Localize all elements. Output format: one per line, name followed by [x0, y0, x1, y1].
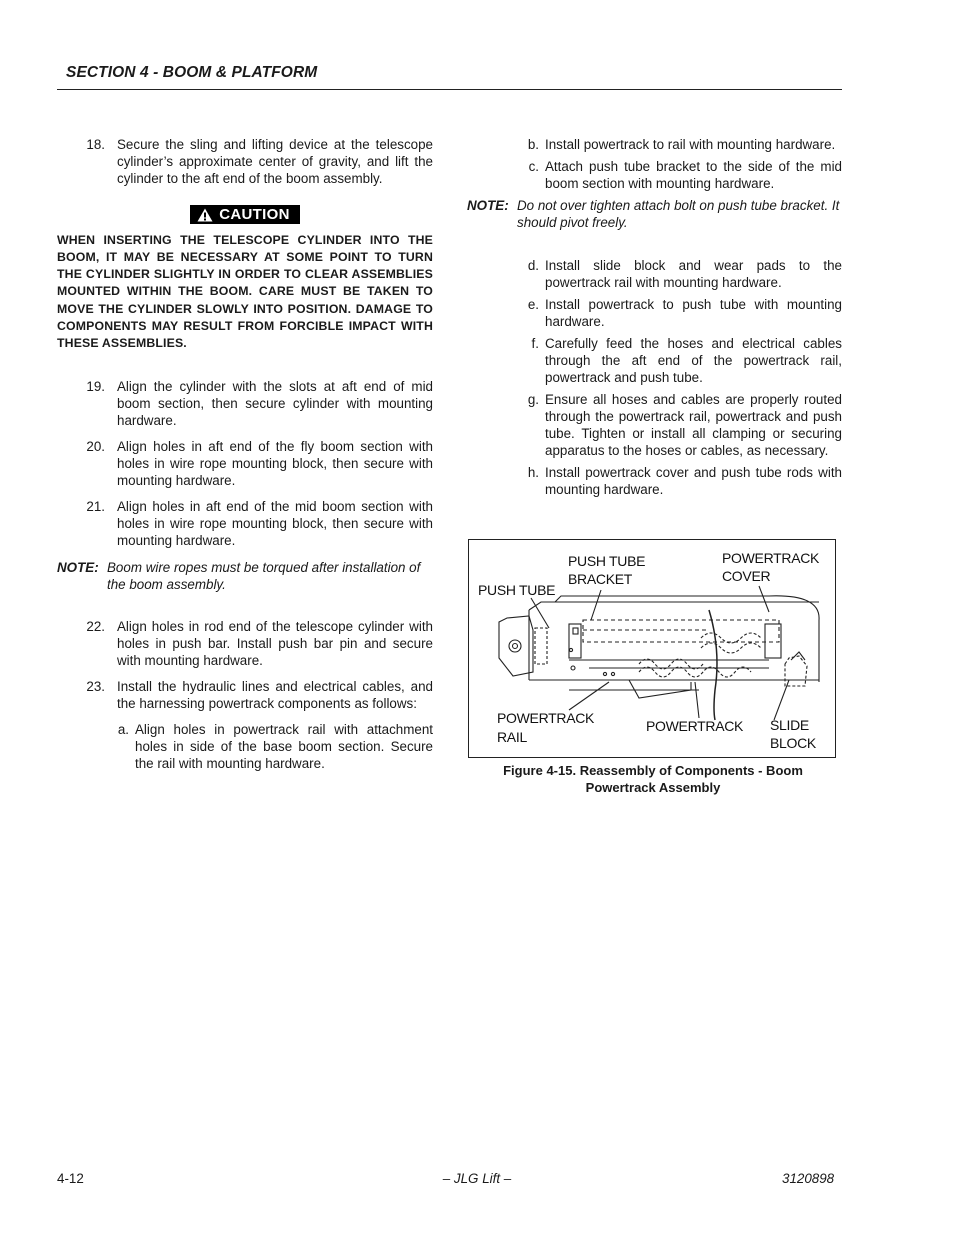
step-text: Install the hydraulic lines and electrical cables, and the harnessing powertrack components as follows:: [117, 678, 433, 711]
note-label: NOTE:: [57, 559, 99, 575]
figure-caption-line2: Powertrack Assembly: [585, 780, 721, 795]
section-title: SECTION 4 - BOOM & PLATFORM: [66, 64, 318, 81]
label-powertrack: POWERTRACK: [646, 718, 744, 734]
substep-g: [467, 391, 842, 459]
substep-text: Ensure all hoses and cables are properly routed through the powertrack rail, powertrack and push tube. Tighten or install all clamping or securing apparatus to the hoses or cables, as necessary.: [545, 392, 842, 458]
figure-caption: [468, 762, 838, 796]
header-rule: [57, 89, 842, 90]
label-push-tube-bracket-line1: PUSH TUBE: [568, 553, 646, 569]
document-number: 3120898: [782, 1171, 835, 1186]
label-powertrack-rail-line2: RAIL: [497, 729, 527, 745]
step-20: [57, 438, 433, 489]
substep-text: Carefully feed the hoses and electrical cables through the aft end of the powertrack rail, powertrack and push tube.: [545, 336, 842, 385]
substep-label: e.: [527, 297, 539, 312]
label-powertrack-rail-line1: POWERTRACK: [497, 710, 595, 726]
step-text: Align the cylinder with the slots at aft end of mid boom section, then secure cylinder with mounting hardware.: [117, 378, 433, 428]
note-bolt: [467, 197, 842, 231]
step-text: Align holes in aft end of the fly boom section with holes in wire rope mounting block, then secure with mounting hardware.: [117, 438, 433, 488]
step-text: Align holes in rod end of the telescope cylinder with holes in push bar. Install push bar pin and secure with mounting hardware.: [117, 618, 433, 668]
substep-label: g.: [527, 392, 539, 407]
substep-text: Attach push tube bracket to the side of the mid boom section with mounting hardware.: [545, 159, 842, 191]
label-push-tube-bracket-line2: BRACKET: [568, 571, 633, 587]
substep-b: [467, 136, 842, 153]
step-text: Align holes in aft end of the mid boom section with holes in wire rope mounting block, then secure with mounting hardware.: [117, 498, 433, 548]
step-19: [57, 378, 433, 429]
label-slide-block-line1: SLIDE: [770, 717, 809, 733]
caution-badge: [190, 205, 299, 224]
note-text: Boom wire ropes must be torqued after installation of the boom assembly.: [107, 559, 421, 592]
page-number: 4-12: [57, 1171, 84, 1186]
label-push-tube: PUSH TUBE: [478, 582, 556, 598]
substep-a: [57, 721, 433, 772]
substep-c: [467, 158, 842, 192]
step-number: 18.: [86, 137, 105, 152]
caution-block: [57, 205, 433, 226]
substep-f: [467, 335, 842, 386]
substep-label: f.: [531, 336, 539, 351]
caution-label: CAUTION: [219, 206, 290, 223]
substep-text: Align holes in powertrack rail with attachment holes in side of the base boom section. Secure the rail with mounting hardware.: [135, 721, 433, 771]
substep-e: [467, 296, 842, 330]
step-23: [57, 678, 433, 712]
note-wire-ropes: [57, 559, 433, 593]
step-number: 23.: [86, 678, 105, 694]
figure-powertrack-assembly: [468, 539, 836, 758]
substep-label: h.: [527, 465, 539, 480]
step-18: [57, 136, 433, 187]
step-21: [57, 498, 433, 549]
step-number: 22.: [86, 618, 105, 634]
step-number: 21.: [86, 498, 105, 514]
substep-label: c.: [528, 159, 539, 174]
label-slide-block-line2: BLOCK: [770, 735, 816, 751]
label-powertrack-cover-line1: POWERTRACK: [722, 550, 820, 566]
step-number: 19.: [86, 378, 105, 394]
step-text: Secure the sling and lifting device at the telescope cylinder’s approximate center of gravity, and lift the cylinder to the aft end of the boom assembly.: [117, 137, 433, 186]
substep-text: Install powertrack to rail with mounting hardware.: [545, 137, 836, 152]
right-column: [467, 136, 842, 503]
footer-brand: – JLG Lift –: [442, 1171, 512, 1186]
step-22: [57, 618, 433, 669]
step-number: 20.: [86, 438, 105, 454]
substep-text: Install slide block and wear pads to the powertrack rail with mounting hardware.: [545, 258, 842, 290]
caution-text: WHEN INSERTING THE TELESCOPE CYLINDER INTO THE BOOM, IT MAY BE NECESSARY AT SOME POINT TO TURN THE CYLINDER SLIGHTLY IN ORDER TO CLEAR ASSEMBLIES MOUNTED WITHIN THE BOOM. CARE MUST BE TAKEN TO MOVE THE CYLINDER SLOWLY INTO POSITION. DAMAGE TO COMPONENTS MAY RESULT FROM FORCIBLE IMPACT WITH THESE ASSEMBLIES.: [57, 232, 433, 351]
warning-triangle-icon: [197, 208, 213, 222]
substep-text: Install powertrack cover and push tube rods with mounting hardware.: [545, 465, 842, 497]
substep-label: d.: [527, 258, 539, 273]
substep-d: [467, 257, 842, 291]
note-label: NOTE:: [467, 198, 509, 213]
substep-label: b.: [527, 137, 539, 152]
substep-text: Install powertrack to push tube with mounting hardware.: [545, 297, 842, 329]
figure-caption-line1: Figure 4-15. Reassembly of Components - Boom: [503, 763, 803, 778]
label-powertrack-cover-line2: COVER: [722, 568, 771, 584]
substep-label: a.: [117, 721, 129, 737]
left-column: [57, 136, 433, 777]
note-text: Do not over tighten attach bolt on push tube bracket. It should pivot freely.: [517, 198, 840, 230]
substep-h: [467, 464, 842, 498]
